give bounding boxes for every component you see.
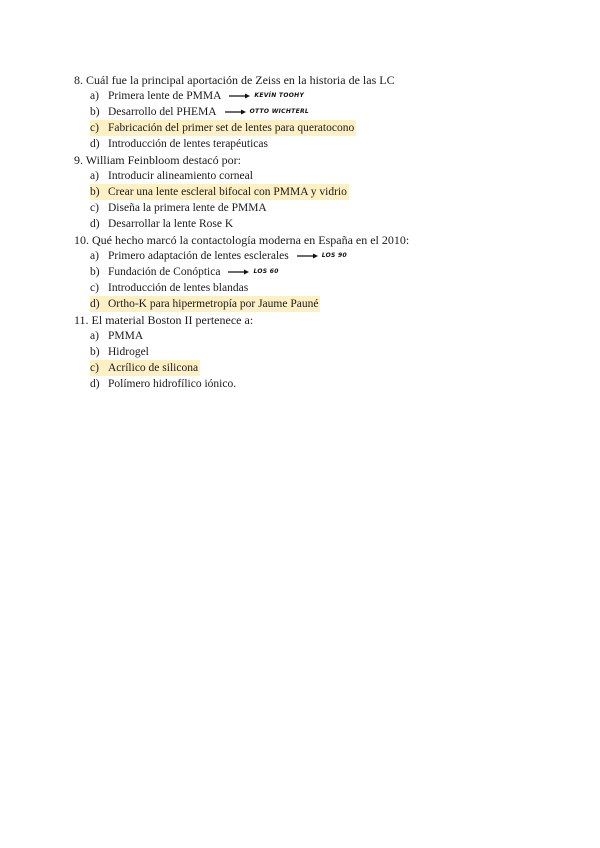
question-9-option-d: [90, 216, 235, 232]
handwritten-note: OTTO WICHTERL: [225, 104, 309, 120]
option-text: PMMA: [108, 330, 144, 342]
handwritten-note: LOS 90: [297, 248, 347, 264]
question-11-option-d: [90, 376, 238, 392]
question-10: 10. Qué hecho marcó la contactología moderna en España en el 2010:: [74, 233, 410, 247]
question-11-option-a: [90, 328, 145, 344]
option-text: Desarrollar la lente Rose K: [108, 218, 234, 230]
option-letter: b): [90, 346, 100, 358]
option-text: Desarrollo del PHEMA: [108, 106, 217, 118]
option-letter: c): [90, 202, 99, 214]
option-text-highlighted: Acrílico de silicona: [108, 362, 199, 374]
option-text-highlighted: Ortho-K para hipermetropía por Jaume Pauné: [108, 298, 319, 310]
option-letter: c): [90, 282, 99, 294]
option-letter: d): [90, 378, 100, 390]
option-text-highlighted: Crear una lente escleral bifocal con PMMA y vidrio: [108, 186, 347, 198]
option-letter: b): [90, 184, 108, 200]
question-9-option-a: [90, 168, 255, 184]
option-letter: c): [90, 360, 108, 376]
handwritten-note: KEVÍN TOOHY: [229, 88, 304, 104]
question-9: 9. William Feinbloom destacó por:: [74, 153, 241, 167]
option-text: Polímero hidrofílico iónico.: [108, 378, 237, 390]
question-8: 8. Cuál fue la principal aportación de Zeiss en la historia de las LC: [74, 73, 395, 87]
arrow-icon: [225, 109, 247, 115]
option-letter: d): [90, 296, 108, 312]
option-letter: c): [90, 120, 108, 136]
option-text: Introducción de lentes blandas: [108, 282, 249, 294]
question-8-option-c: [90, 120, 356, 136]
option-letter: a): [90, 170, 99, 182]
option-text-highlighted: Fabricación del primer set de lentes para queratocono: [108, 122, 355, 134]
arrow-icon: [297, 253, 319, 259]
option-letter: b): [90, 106, 100, 118]
handwritten-note: LOS 60: [228, 264, 278, 280]
question-9-option-c: [90, 200, 269, 216]
arrow-icon: [229, 93, 251, 99]
option-text: Diseña la primera lente de PMMA: [108, 202, 267, 214]
question-8-option-b: [90, 104, 309, 120]
question-9-option-b: [90, 184, 349, 200]
option-letter: d): [90, 218, 100, 230]
option-text: Primero adaptación de lentes esclerales: [108, 250, 289, 262]
option-text: Introducción de lentes terapéuticas: [108, 138, 268, 150]
option-letter: d): [90, 138, 100, 150]
option-text: Hidrogel: [108, 346, 149, 358]
question-10-option-b: [90, 264, 279, 280]
question-10-option-c: [90, 280, 250, 296]
option-text: Fundación de Conóptica: [108, 266, 221, 278]
question-8-option-d: [90, 136, 270, 152]
question-8-option-a: [90, 88, 304, 104]
option-letter: a): [90, 250, 99, 262]
question-11-option-b: [90, 344, 151, 360]
question-10-option-d: [90, 296, 320, 312]
question-10-option-a: [90, 248, 347, 264]
question-11-option-c: [90, 360, 200, 376]
option-letter: a): [90, 330, 99, 342]
option-letter: b): [90, 266, 100, 278]
option-text: Introducir alineamiento corneal: [108, 170, 253, 182]
arrow-icon: [228, 269, 250, 275]
option-letter: a): [90, 90, 99, 102]
option-text: Primera lente de PMMA: [108, 90, 222, 102]
question-11: 11. El material Boston II pertenece a:: [74, 313, 254, 327]
